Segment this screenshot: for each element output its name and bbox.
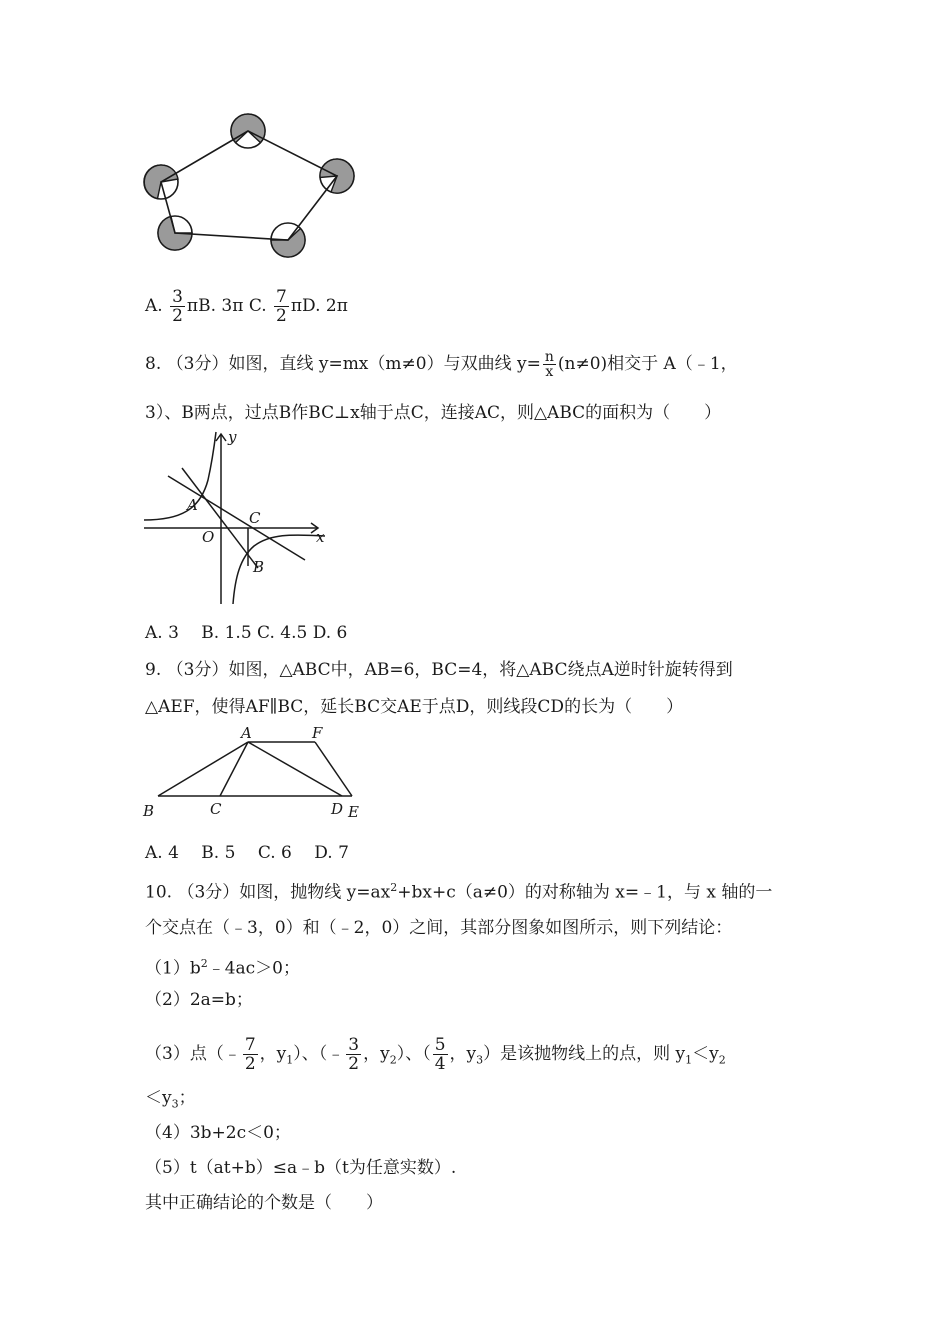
frac-7-2: $\frac{7}{2}$: [244, 1035, 256, 1074]
q10-item2: （2）2a=b；: [145, 990, 253, 1010]
label-o: O: [202, 528, 215, 546]
triangle-rotation-figure: [140, 724, 370, 824]
q8-line1: 8. （3分）如图，直线 y=mx（m≠0）与双曲线 y= $\frac{n}{x}$ (n≠0)相交于 A（﹣1，: [145, 349, 738, 380]
label-b: B: [143, 802, 155, 820]
q7-choices: A. $\frac{3}{2}$ πB. 3π C. $\frac{7}{2}$ πD. 2π: [145, 287, 348, 326]
frac-5-4: $\frac{5}{4}$: [434, 1035, 446, 1074]
pentagon-circles-figure: [135, 108, 365, 268]
q9-choices: A. 4 B. 5 C. 6 D. 7: [145, 843, 349, 863]
label-c: C: [249, 509, 261, 527]
q7-choice-d: D. 2π: [302, 296, 348, 316]
q10-line2: 个交点在（﹣3，0）和（﹣2，0）之间，其部分图象如图所示，则下列结论：: [145, 918, 733, 938]
label-d: D: [331, 800, 344, 818]
q7-a-fraction: $\frac{3}{2}$: [172, 287, 183, 326]
q10-item3: （3）点（﹣ $\frac{7}{2}$ ，$y_1$）、（﹣ $\frac{3}{2}$ ，$y_2$）、（ $\frac{5}{4}$ ，$y_3$）是该抛物线上的点，则 $y_1<y_2$: [145, 1035, 726, 1074]
label-a: A: [187, 496, 198, 514]
label-a: A: [241, 724, 252, 742]
q9-line2: △AEF，使得AF∥BC，延长BC交AE于点D，则线段CD的长为（ ）: [145, 697, 684, 717]
q9-line1: 9. （3分）如图，△ABC中，AB=6，BC=4，将△ABC绕点A逆时针旋转得到: [145, 660, 733, 680]
q10-item4: （4）3b+2c＜0；: [145, 1123, 291, 1143]
q10-item1: $(1)b^2﹣4ac>0$；: [145, 957, 300, 979]
label-b: B: [253, 558, 265, 576]
q10-item5: （5）t（at+b）≤a﹣b（t为任意实数）.: [145, 1158, 457, 1178]
label-y: y: [228, 428, 237, 446]
label-e: E: [348, 803, 359, 821]
q8-choices: A. 3 B. 1.5 C. 4.5 D. 6: [145, 623, 348, 643]
q7-choice-b: B. 3π: [198, 296, 244, 316]
hyperbola-line-figure: [140, 428, 340, 608]
frac-3-2: $\frac{3}{2}$: [348, 1035, 360, 1074]
q8-line2: 3）、B两点，过点B作BC⊥x轴于点C，连接AC，则△ABC的面积为（ ）: [145, 403, 722, 423]
label-f: F: [312, 724, 323, 742]
q8-fraction: $\frac{n}{x}$: [544, 349, 554, 380]
q10-line1: 10. （3分）如图，抛物线 $y=ax^2+bx+c(a\ne 0)$的对称轴为 x=﹣1，与 x 轴的一: [145, 881, 773, 903]
label-x: x: [316, 528, 325, 546]
q7-choice-c: C.: [248, 296, 267, 316]
q7-choice-a: A.: [145, 296, 163, 316]
label-c: C: [210, 800, 222, 818]
q10-item3-cont: $<y_3$；: [145, 1088, 196, 1111]
q10-question: 其中正确结论的个数是（ ）: [145, 1193, 383, 1213]
q7-c-fraction: $\frac{7}{2}$: [276, 287, 287, 326]
